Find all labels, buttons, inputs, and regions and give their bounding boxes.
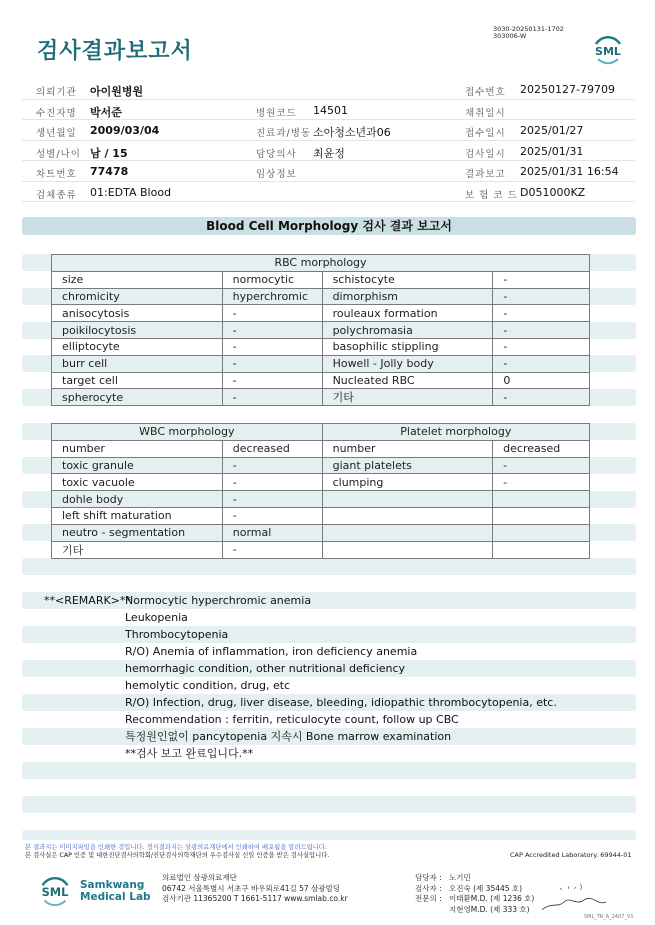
rbc-item-name: elliptocyte	[52, 338, 223, 355]
staff-name: 이태환M.D. (제 1236 호)	[449, 894, 535, 903]
patient-info-value: D051000KZ	[520, 185, 586, 199]
table-row	[52, 474, 590, 491]
wbc-item-name: number	[52, 440, 223, 457]
rbc-item-value: -	[493, 338, 590, 355]
remark-line	[22, 694, 636, 711]
brand-line2: Medical Lab	[80, 891, 151, 903]
remark-line	[22, 592, 636, 609]
patient-info-label: 접수일시	[465, 128, 506, 139]
page-title: 검사결과보고서	[37, 39, 193, 64]
remarks-section	[22, 592, 636, 762]
sml-logo-icon	[588, 30, 628, 70]
table-row	[52, 372, 590, 389]
staff-row	[415, 894, 534, 905]
rbc-item-name: 기타	[322, 389, 493, 406]
wbc-item-value: -	[222, 457, 322, 474]
staff-role: 전문의 :	[415, 894, 442, 903]
rbc-item-value: -	[222, 322, 322, 339]
staff-name: 지현영M.D. (제 333 호)	[449, 904, 530, 914]
patient-info-value: 남 / 15	[90, 146, 128, 160]
staff-name: 오진숙 (제 35445 호)	[449, 883, 523, 893]
form-code: SML_TR_A_2407_V1	[584, 914, 634, 920]
table-row	[52, 305, 590, 322]
report-title: Blood Cell Morphology 검사 결과 보고서	[22, 217, 636, 235]
wbc-item-name: dohle body	[52, 491, 223, 508]
patient-info-label: 결과보고	[465, 169, 506, 180]
wbc-item-name: neutro - segmentation	[52, 524, 223, 541]
staff-role	[415, 905, 449, 916]
remark-text: R/O) Infection, drug, liver disease, bleeding, idiopathic thrombocytopenia, etc.	[125, 696, 557, 709]
remark-text: Recommendation : ferritin, reticulocyte count, follow up CBC	[125, 713, 459, 726]
platelet-item-name	[322, 491, 493, 508]
patient-info-label: 성별/나이	[36, 148, 81, 160]
brand-line1: Samkwang	[80, 879, 145, 891]
rbc-table-title: RBC morphology	[52, 255, 590, 272]
patient-info-value: 77478	[90, 165, 129, 178]
table-row	[52, 541, 590, 558]
table-row	[52, 338, 590, 355]
remark-line	[22, 643, 636, 660]
patient-info-label: 담당의사	[256, 148, 297, 160]
patient-info-row	[22, 79, 635, 100]
patient-info-value: 20250127-79709	[520, 83, 615, 96]
platelet-item-name: number	[322, 440, 493, 457]
remark-line	[22, 728, 636, 745]
org-address: 06742 서울특별시 서초구 바우뫼로41길 57 삼광빌딩	[162, 883, 341, 893]
rbc-item-name: poikilocytosis	[52, 322, 223, 339]
platelet-item-name: giant platelets	[322, 457, 493, 474]
rbc-item-name: chromicity	[52, 288, 223, 305]
platelet-item-name: clumping	[322, 474, 493, 491]
remark-text: 특정원인없이 pancytopenia 지속시 Bone marrow examination	[125, 730, 452, 743]
rbc-item-value: normocytic	[222, 271, 322, 288]
org-contact: 검사기관 11365200 T 1661-5117 www.smlab.co.kr	[162, 894, 348, 903]
platelet-item-value	[493, 507, 590, 524]
wbc-item-name: 기타	[52, 541, 223, 558]
wbc-item-value: -	[222, 491, 322, 508]
patient-info-value: 2025/01/27	[520, 124, 584, 137]
rbc-item-name: size	[52, 271, 223, 288]
rbc-item-name: schistocyte	[322, 271, 493, 288]
row-strip	[22, 762, 636, 779]
rbc-item-value: -	[222, 305, 322, 322]
remark-text: R/O) Anemia of inflammation, iron deficiency anemia	[125, 645, 418, 658]
rbc-item-name: rouleaux formation	[322, 305, 493, 322]
table-row	[52, 288, 590, 305]
rbc-item-value: -	[222, 389, 322, 406]
rbc-item-value: -	[493, 355, 590, 372]
wbc-item-value: decreased	[222, 440, 322, 457]
footer-logo	[36, 872, 151, 910]
patient-info-label: 보 험 코 드	[465, 189, 518, 201]
rbc-item-value: -	[493, 288, 590, 305]
platelet-item-value	[493, 524, 590, 541]
patient-info-value: 아이원병원	[90, 85, 144, 98]
patient-info-label: 의뢰기관	[36, 87, 77, 98]
platelet-table-title: Platelet morphology	[322, 424, 589, 441]
document-id-line2: 303006-W	[493, 32, 527, 40]
patient-info-value: 14501	[313, 103, 348, 117]
sml-logo-icon	[36, 872, 74, 910]
remark-line	[22, 711, 636, 728]
platelet-item-name	[322, 507, 493, 524]
rbc-item-value: 0	[493, 372, 590, 389]
rbc-item-name: dimorphism	[322, 288, 493, 305]
rbc-item-value: -	[493, 322, 590, 339]
patient-info-label: 접수번호	[465, 87, 506, 98]
staff-role: 검사자 :	[415, 883, 442, 893]
remark-line	[22, 626, 636, 643]
patient-info-value: 소아청소년과06	[313, 126, 391, 139]
document-id-line1: 3030-20250131-1702	[493, 25, 564, 33]
wbc-item-value: -	[222, 507, 322, 524]
platelet-item-name	[322, 524, 493, 541]
staff-row	[415, 884, 534, 895]
wbc-item-name: toxic vacuole	[52, 474, 223, 491]
remark-line	[22, 609, 636, 626]
platelet-item-value: -	[493, 474, 590, 491]
staff-info	[415, 873, 534, 915]
patient-info-value: 최윤정	[313, 146, 345, 160]
wbc-item-value: normal	[222, 524, 322, 541]
rbc-item-value: -	[493, 305, 590, 322]
staff-row	[415, 873, 534, 884]
signature-icon	[540, 880, 610, 915]
svg-text:SML: SML	[595, 45, 621, 58]
patient-info-label: 진료과/병동	[256, 128, 312, 139]
patient-info-value: 01:EDTA Blood	[90, 185, 172, 199]
wbc-item-value: -	[222, 474, 322, 491]
rbc-item-value: -	[493, 389, 590, 406]
table-row	[52, 389, 590, 406]
remark-line	[22, 660, 636, 677]
wbc-platelet-morphology-table	[51, 423, 590, 559]
row-strip	[22, 796, 636, 813]
patient-info-value: 2025/01/31	[520, 144, 584, 158]
staff-row	[415, 905, 534, 916]
table-row	[52, 322, 590, 339]
remark-text: hemolytic condition, drug, etc	[125, 679, 291, 692]
patient-info-label: 임상정보	[256, 169, 297, 180]
rbc-item-name: Howell - Jolly body	[322, 355, 493, 372]
patient-info-label: 병원코드	[256, 107, 297, 119]
staff-name: 노기민	[449, 873, 471, 882]
rbc-item-name: basophilic stippling	[322, 338, 493, 355]
rbc-item-name: target cell	[52, 372, 223, 389]
rbc-item-name: polychromasia	[322, 322, 493, 339]
platelet-item-value	[493, 491, 590, 508]
patient-info-label: 검체종류	[36, 189, 77, 201]
patient-info-row	[22, 100, 635, 121]
patient-info-label: 수진자명	[36, 107, 77, 119]
rbc-item-value: hyperchromic	[222, 288, 322, 305]
wbc-table-title: WBC morphology	[52, 424, 323, 441]
patient-info-row	[22, 161, 635, 182]
patient-info-label: 채취일시	[465, 107, 506, 119]
rbc-item-name: Nucleated RBC	[322, 372, 493, 389]
remark-line	[22, 745, 636, 762]
rbc-item-value: -	[222, 338, 322, 355]
table-row	[52, 524, 590, 541]
table-row	[52, 440, 590, 457]
platelet-item-value: decreased	[493, 440, 590, 457]
patient-info-value: 2009/03/04	[90, 124, 160, 137]
wbc-item-value: -	[222, 541, 322, 558]
patient-info-row	[22, 141, 635, 162]
wbc-item-name: left shift maturation	[52, 507, 223, 524]
table-row	[52, 355, 590, 372]
remark-text: **검사 보고 완료입니다.**	[125, 747, 254, 760]
platelet-item-value: -	[493, 457, 590, 474]
table-row	[52, 457, 590, 474]
rbc-item-value: -	[493, 271, 590, 288]
org-name: 의료법인 삼광의료재단	[162, 873, 237, 882]
rbc-morphology-table	[51, 254, 590, 406]
document-id	[493, 26, 564, 40]
svg-text:SML: SML	[41, 884, 69, 899]
rbc-item-name: anisocytosis	[52, 305, 223, 322]
patient-info-label: 생년월일	[36, 128, 77, 139]
remark-text: Normocytic hyperchromic anemia	[125, 594, 312, 607]
patient-info-row	[22, 182, 635, 203]
remark-tag: **<REMARK>**	[44, 594, 131, 607]
wbc-item-name: toxic granule	[52, 457, 223, 474]
table-row	[52, 271, 590, 288]
rbc-item-name: burr cell	[52, 355, 223, 372]
row-strip	[22, 558, 636, 575]
cap-accreditation: CAP Accredited Laboratory. 69944-01	[510, 851, 632, 859]
patient-info-value: 2025/01/31 16:54	[520, 165, 619, 178]
patient-info-grid	[22, 79, 635, 202]
rbc-item-value: -	[222, 372, 322, 389]
rbc-item-value: -	[222, 355, 322, 372]
patient-info-label: 차트번호	[36, 169, 77, 180]
remark-text: Leukopenia	[125, 611, 188, 624]
remark-text: Thrombocytopenia	[125, 628, 229, 641]
table-row	[52, 507, 590, 524]
remark-line	[22, 677, 636, 694]
patient-info-value: 박서준	[90, 105, 122, 119]
table-row	[52, 491, 590, 508]
accreditation-notice: 본 검사실은 CAP 인증 및 대한진단검사의학회/진단검사의학재단의 우수검사실 신임 인증을 받은 검사실입니다.	[25, 852, 330, 859]
rbc-item-name: spherocyte	[52, 389, 223, 406]
organization-info	[162, 873, 348, 905]
patient-info-label: 검사일시	[465, 148, 506, 160]
remark-text: hemorrhagic condition, other nutritional deficiency	[125, 662, 406, 675]
patient-info-row	[22, 120, 635, 141]
staff-role: 담당자 :	[415, 873, 442, 882]
platelet-item-value	[493, 541, 590, 558]
row-strip	[22, 830, 636, 840]
image-notice: 본 결과지는 이미지파일을 인쇄한 것입니다. 정식결과지는 삼광의료재단에서 인쇄하여 배포됨을 알려드립니다.	[25, 844, 327, 851]
platelet-item-name	[322, 541, 493, 558]
